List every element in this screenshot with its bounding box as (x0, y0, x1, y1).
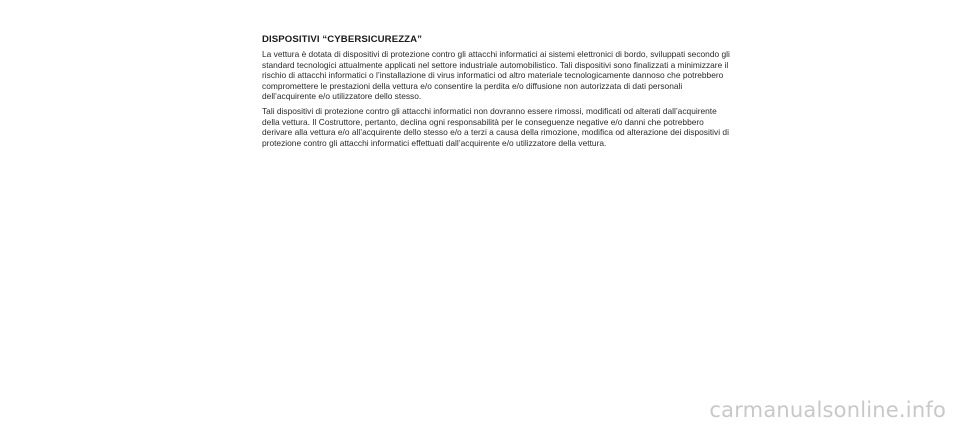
paragraph-line: standard tecnologici attualmente applicati nel settore industriale automobilistico. Tali dispositivi sono finalizzati a minimizzare il (262, 59, 729, 70)
cybersecurity-section (262, 34, 740, 152)
paragraph-line: rischio di attacchi informatici o l’installazione di virus informatici od altro materiale tecnologicamente dannoso che potrebbero (262, 70, 724, 81)
paragraph-line: La vettura è dotata di dispositivi di protezione contro gli attacchi informatici ai sistemi elettronici di bordo, sviluppati secondo gli (262, 49, 730, 59)
paragraph-line: Tali dispositivi di protezione contro gli attacchi informatici non dovranno essere rimossi, modificati od alterati dall’acquirente (262, 105, 717, 116)
paragraph-line: della vettura. Il Costruttore, pertanto, declina ogni responsabilità per le conseguenze negative e/o danni che potrebbero (262, 116, 704, 127)
paragraph-line: protezione contro gli attacchi informatici effettuati dall’acquirente e/o utilizzatore della vettura. (262, 137, 607, 148)
paragraph-2 (262, 106, 740, 148)
paragraph-line: dell’acquirente e/o utilizzatore dello stesso. (262, 91, 422, 102)
paragraph-line: derivare alla vettura e/o all’acquirente dello stesso e/o a terzi a causa della rimozione, modifica od alterazione dei dispositivi di (262, 127, 729, 138)
watermark-text: carmanualsonline.info (709, 398, 946, 422)
paragraph-line: compromettere le prestazioni della vettura e/o consentire la perdita e/o diffusione non autorizzata di dati personali (262, 80, 683, 91)
paragraph-1 (262, 49, 740, 102)
section-heading: DISPOSITIVI “CYBERSICUREZZA” (262, 34, 423, 45)
